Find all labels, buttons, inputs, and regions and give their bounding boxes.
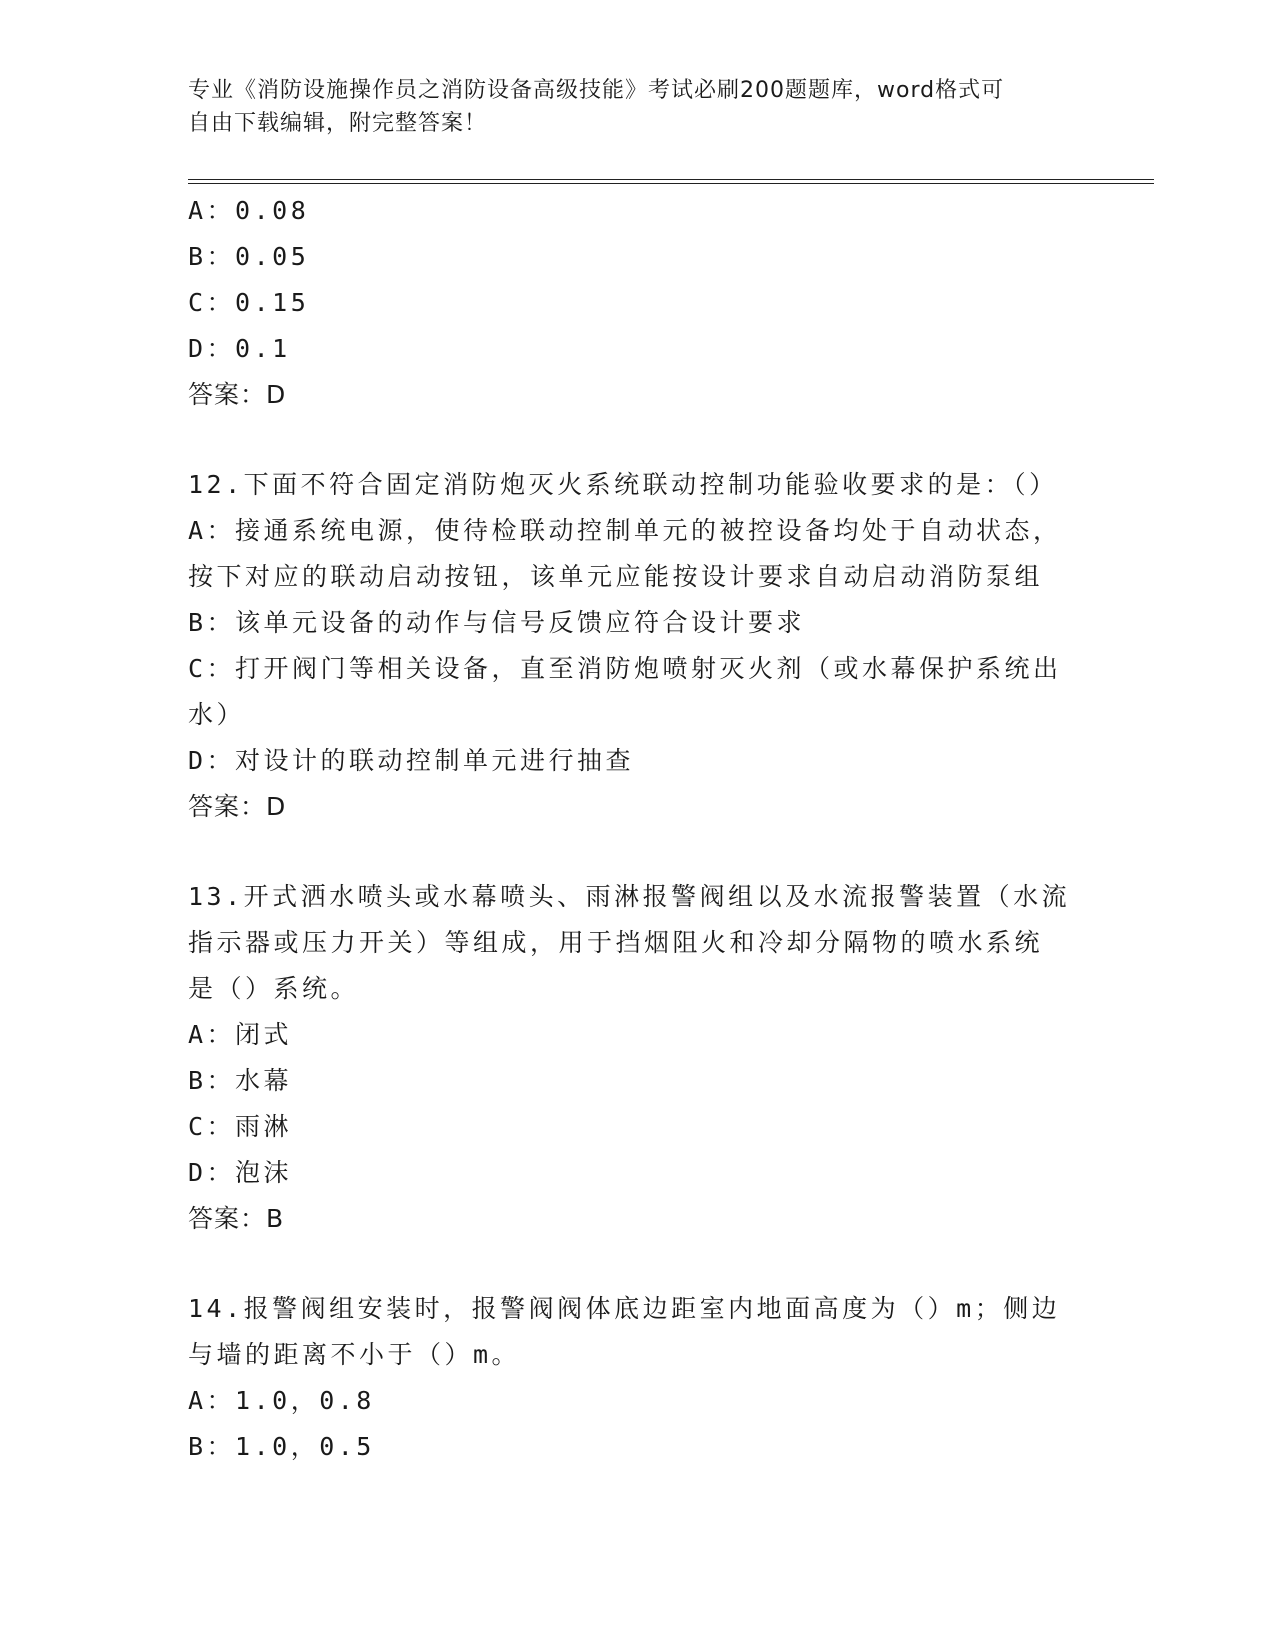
header-line-2: 自由下载编辑，附完整答案！ [188, 111, 488, 136]
option-a: A：接通系统电源，使待检联动控制单元的被控设备均处于自动状态， [188, 516, 1062, 545]
option-d: D：泡沫 [188, 1158, 293, 1187]
answer-line: 答案：D [188, 380, 287, 409]
question-12 [188, 462, 1088, 830]
option-c: C：打开阀门等相关设备，直至消防炮喷射灭火剂（或水幕保护系统出 [188, 654, 1062, 683]
answer-line: 答案：D [188, 792, 287, 821]
question-14 [188, 1286, 1088, 1470]
header-double-rule [188, 179, 1154, 184]
option-a-continued: 按下对应的联动启动按钮，该单元应能按设计要求自动启动消防泵组 [188, 562, 1044, 591]
option-b: B：1.0，0.5 [188, 1432, 375, 1461]
question-stem: 13.开式洒水喷头或水幕喷头、雨淋报警阀组以及水流报警装置（水流 [188, 882, 1071, 911]
option-c-continued: 水） [188, 700, 246, 729]
option-c: C：雨淋 [188, 1112, 293, 1141]
option-b: B：水幕 [188, 1066, 293, 1095]
option-d: D：对设计的联动控制单元进行抽查 [188, 746, 635, 775]
option-a: A：1.0，0.8 [188, 1386, 375, 1415]
question-stem-continued: 与墙的距离不小于（）m。 [188, 1340, 521, 1369]
option-b: B：0.05 [188, 242, 310, 271]
option-d: D：0.1 [188, 334, 291, 363]
question-stem: 12.下面不符合固定消防炮灭火系统联动控制功能验收要求的是：（） [188, 470, 1058, 499]
option-c: C：0.15 [188, 288, 310, 317]
answer-line: 答案：B [188, 1204, 285, 1233]
question-13 [188, 874, 1088, 1242]
question-11 [188, 188, 1088, 418]
question-stem-continued: 指示器或压力开关）等组成，用于挡烟阻火和冷却分隔物的喷水系统 [188, 928, 1044, 957]
question-content [188, 188, 1088, 1470]
document-header [188, 74, 1068, 140]
question-stem: 14.报警阀组安装时，报警阀阀体底边距室内地面高度为（）m；侧边 [188, 1294, 1061, 1323]
option-b: B：该单元设备的动作与信号反馈应符合设计要求 [188, 608, 806, 637]
question-stem-continued: 是（）系统。 [188, 974, 360, 1003]
header-line-1: 专业《消防设施操作员之消防设备高级技能》考试必刷200题题库，word格式可 [188, 78, 1005, 103]
option-a: A：0.08 [188, 196, 310, 225]
option-a: A：闭式 [188, 1020, 293, 1049]
